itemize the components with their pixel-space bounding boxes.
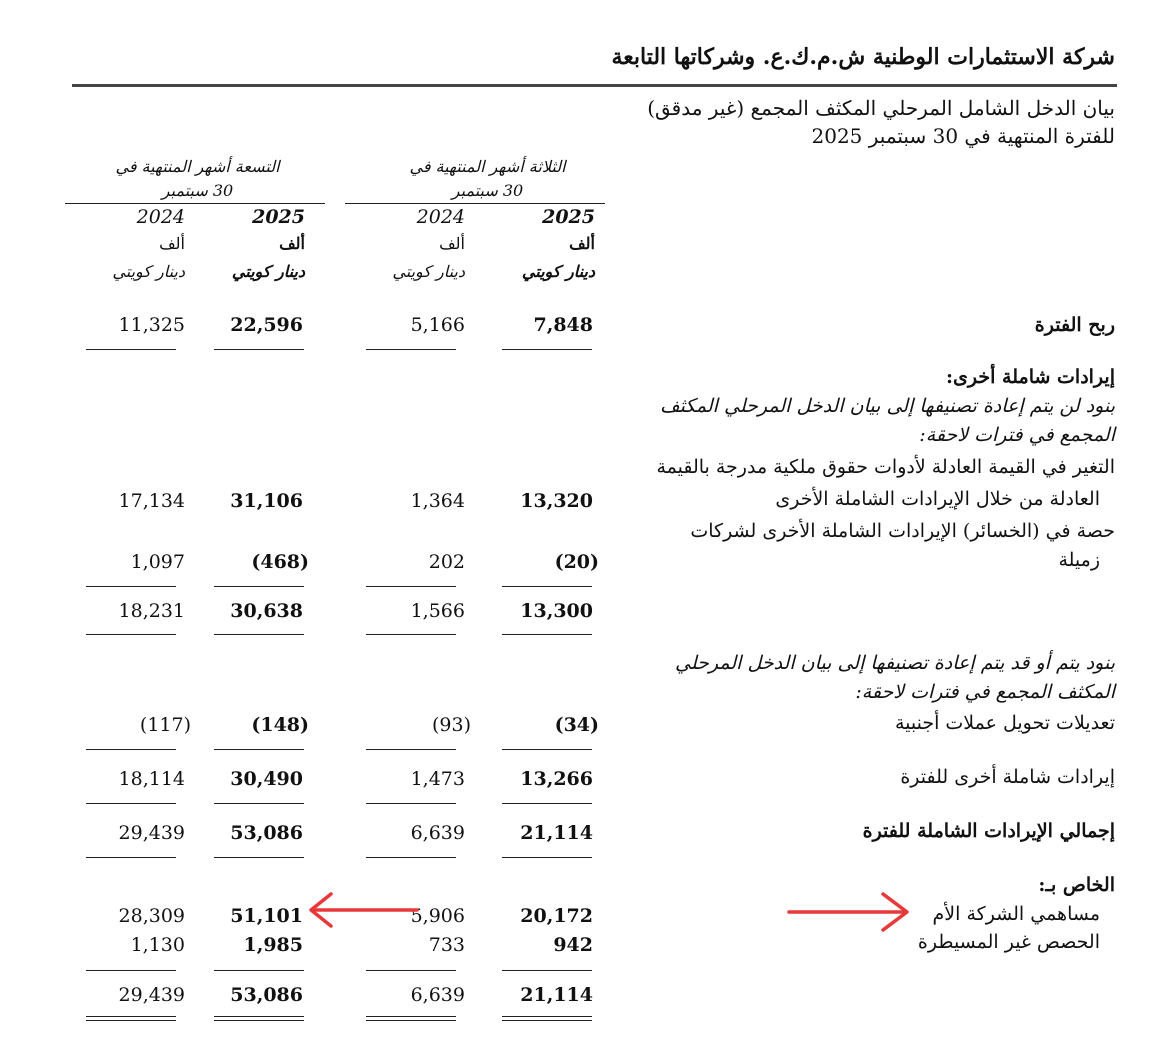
rule <box>86 970 176 971</box>
double-rule <box>214 1016 304 1021</box>
sub1-q3-2025: 13,300 <box>520 600 593 622</box>
rule <box>502 634 592 635</box>
q3-2025-year: 2025 <box>542 206 595 228</box>
m9-2025-year: 2025 <box>252 206 305 228</box>
fx-m9-2024: (117) <box>139 714 191 736</box>
fv-m9-2025: 31,106 <box>230 490 303 512</box>
company-title: شركة الاستثمارات الوطنية ش.م.ك.ع. وشركاتها التابعة <box>611 44 1115 70</box>
total-attr-q3-2024: 6,639 <box>410 984 465 1006</box>
nci-m9-2024: 1,130 <box>130 934 185 956</box>
rule <box>86 749 176 750</box>
rule <box>214 586 304 587</box>
total-attr-q3-2025: 21,114 <box>520 984 593 1006</box>
m9-2024-thousand: ألف <box>159 234 185 253</box>
rule <box>86 586 176 587</box>
sub1-m9-2024: 18,231 <box>118 600 185 622</box>
three-months-header: الثلاثة أشهر المنتهية في <box>409 157 566 176</box>
label-profit: ربح الفترة <box>1034 314 1115 336</box>
double-rule <box>366 1016 456 1021</box>
right-arrow-icon <box>785 890 915 934</box>
fx-q3-2025: (34) <box>554 714 599 736</box>
rule <box>214 803 304 804</box>
three-months-rule <box>345 203 605 204</box>
rule <box>86 857 176 858</box>
rule <box>214 349 304 350</box>
rule <box>366 749 456 750</box>
parent-m9-2024: 28,309 <box>118 905 185 927</box>
label-total-ci: إجمالي الإيرادات الشاملة للفترة <box>862 820 1115 842</box>
parent-q3-2025: 20,172 <box>520 905 593 927</box>
rule <box>502 970 592 971</box>
profit-q3-2025: 7,848 <box>533 314 593 336</box>
fv-m9-2024: 17,134 <box>118 490 185 512</box>
m9-2024-currency: دينار كويتي <box>112 262 185 281</box>
label-fx: تعديلات تحويل عملات أجنبية <box>894 712 1115 734</box>
rule <box>502 586 592 587</box>
statement-period: للفترة المنتهية في 30 سبتمبر 2025 <box>811 124 1115 148</box>
total-attr-m9-2024: 29,439 <box>118 984 185 1006</box>
fv-q3-2024: 1,364 <box>410 490 465 512</box>
label-associates-2: زميلة <box>1058 549 1100 571</box>
nci-q3-2024: 733 <box>428 934 465 956</box>
double-rule <box>86 1016 176 1021</box>
oci-total-q3-2025: 13,266 <box>520 768 593 790</box>
q3-2024-currency: دينار كويتي <box>392 262 465 281</box>
m9-2025-thousand: ألف <box>279 234 305 253</box>
rule <box>86 634 176 635</box>
header-rule <box>72 84 1117 87</box>
rule <box>366 349 456 350</box>
sub1-q3-2024: 1,566 <box>410 600 465 622</box>
assoc-m9-2025: (468) <box>251 551 309 573</box>
rule <box>366 803 456 804</box>
q3-2025-thousand: ألف <box>569 234 595 253</box>
nci-m9-2025: 1,985 <box>243 934 303 956</box>
label-not-reclass-1: بنود لن يتم إعادة تصنيفها إلى بيان الدخل المرحلي المكثف <box>660 395 1115 417</box>
m9-2024-year: 2024 <box>136 206 185 228</box>
profit-m9-2025: 22,596 <box>230 314 303 336</box>
oci-total-q3-2024: 1,473 <box>410 768 465 790</box>
label-parent: مساهمي الشركة الأم <box>932 903 1100 925</box>
total-ci-q3-2025: 21,114 <box>520 822 593 844</box>
label-may-reclass-1: بنود يتم أو قد يتم إعادة تصنيفها إلى بيان الدخل المرحلي <box>675 652 1115 674</box>
rule <box>502 803 592 804</box>
label-oci-total: إيرادات شاملة أخرى للفترة <box>900 766 1115 788</box>
statement-title: بيان الدخل الشامل المرحلي المكثف المجمع (غير مدقق) <box>647 96 1115 120</box>
sub1-m9-2025: 30,638 <box>230 600 303 622</box>
three-months-header-date: 30 سبتمبر <box>451 181 524 200</box>
total-ci-m9-2025: 53,086 <box>230 822 303 844</box>
rule <box>502 749 592 750</box>
rule <box>86 349 176 350</box>
total-attr-m9-2025: 53,086 <box>230 984 303 1006</box>
q3-2025-currency: دينار كويتي <box>521 262 595 281</box>
parent-q3-2024: 5,906 <box>410 905 465 927</box>
total-ci-q3-2024: 6,639 <box>410 822 465 844</box>
label-attributable: الخاص بـ: <box>1038 874 1115 896</box>
profit-q3-2024: 5,166 <box>410 314 465 336</box>
rule <box>366 586 456 587</box>
nci-q3-2025: 942 <box>553 934 593 956</box>
label-fv-change-2: العادلة من خلال الإيرادات الشاملة الأخرى <box>775 488 1100 510</box>
rule <box>502 349 592 350</box>
q3-2024-thousand: ألف <box>439 234 465 253</box>
rule <box>214 970 304 971</box>
profit-m9-2024: 11,325 <box>118 314 185 336</box>
rule <box>214 634 304 635</box>
parent-m9-2025: 51,101 <box>230 905 303 927</box>
oci-total-m9-2025: 30,490 <box>230 768 303 790</box>
fx-q3-2024: (93) <box>431 714 471 736</box>
label-nci: الحصص غير المسيطرة <box>917 931 1100 953</box>
rule <box>214 749 304 750</box>
label-may-reclass-2: المكثف المجمع في فترات لاحقة: <box>855 681 1115 703</box>
assoc-q3-2024: 202 <box>428 551 465 573</box>
fv-q3-2025: 13,320 <box>520 490 593 512</box>
nine-months-header-date: 30 سبتمبر <box>161 181 234 200</box>
left-arrow-icon <box>305 890 420 930</box>
m9-2025-currency: دينار كويتي <box>231 262 305 281</box>
oci-total-m9-2024: 18,114 <box>118 768 185 790</box>
fx-m9-2025: (148) <box>251 714 309 736</box>
nine-months-header: التسعة أشهر المنتهية في <box>115 157 280 176</box>
nine-months-rule <box>65 203 325 204</box>
rule <box>502 857 592 858</box>
total-ci-m9-2024: 29,439 <box>118 822 185 844</box>
double-rule <box>502 1016 592 1021</box>
label-associates-1: حصة في (الخسائر) الإيرادات الشاملة الأخرى لشركات <box>690 520 1115 542</box>
rule <box>366 970 456 971</box>
rule <box>366 634 456 635</box>
assoc-m9-2024: 1,097 <box>130 551 185 573</box>
q3-2024-year: 2024 <box>416 206 465 228</box>
rule <box>214 857 304 858</box>
label-fv-change-1: التغير في القيمة العادلة لأدوات حقوق ملكية مدرجة بالقيمة <box>656 456 1115 478</box>
rule <box>86 803 176 804</box>
label-not-reclass-2: المجمع في فترات لاحقة: <box>919 424 1115 446</box>
rule <box>366 857 456 858</box>
label-oci-heading: إيرادات شاملة أخرى: <box>946 366 1115 388</box>
assoc-q3-2025: (20) <box>554 551 599 573</box>
